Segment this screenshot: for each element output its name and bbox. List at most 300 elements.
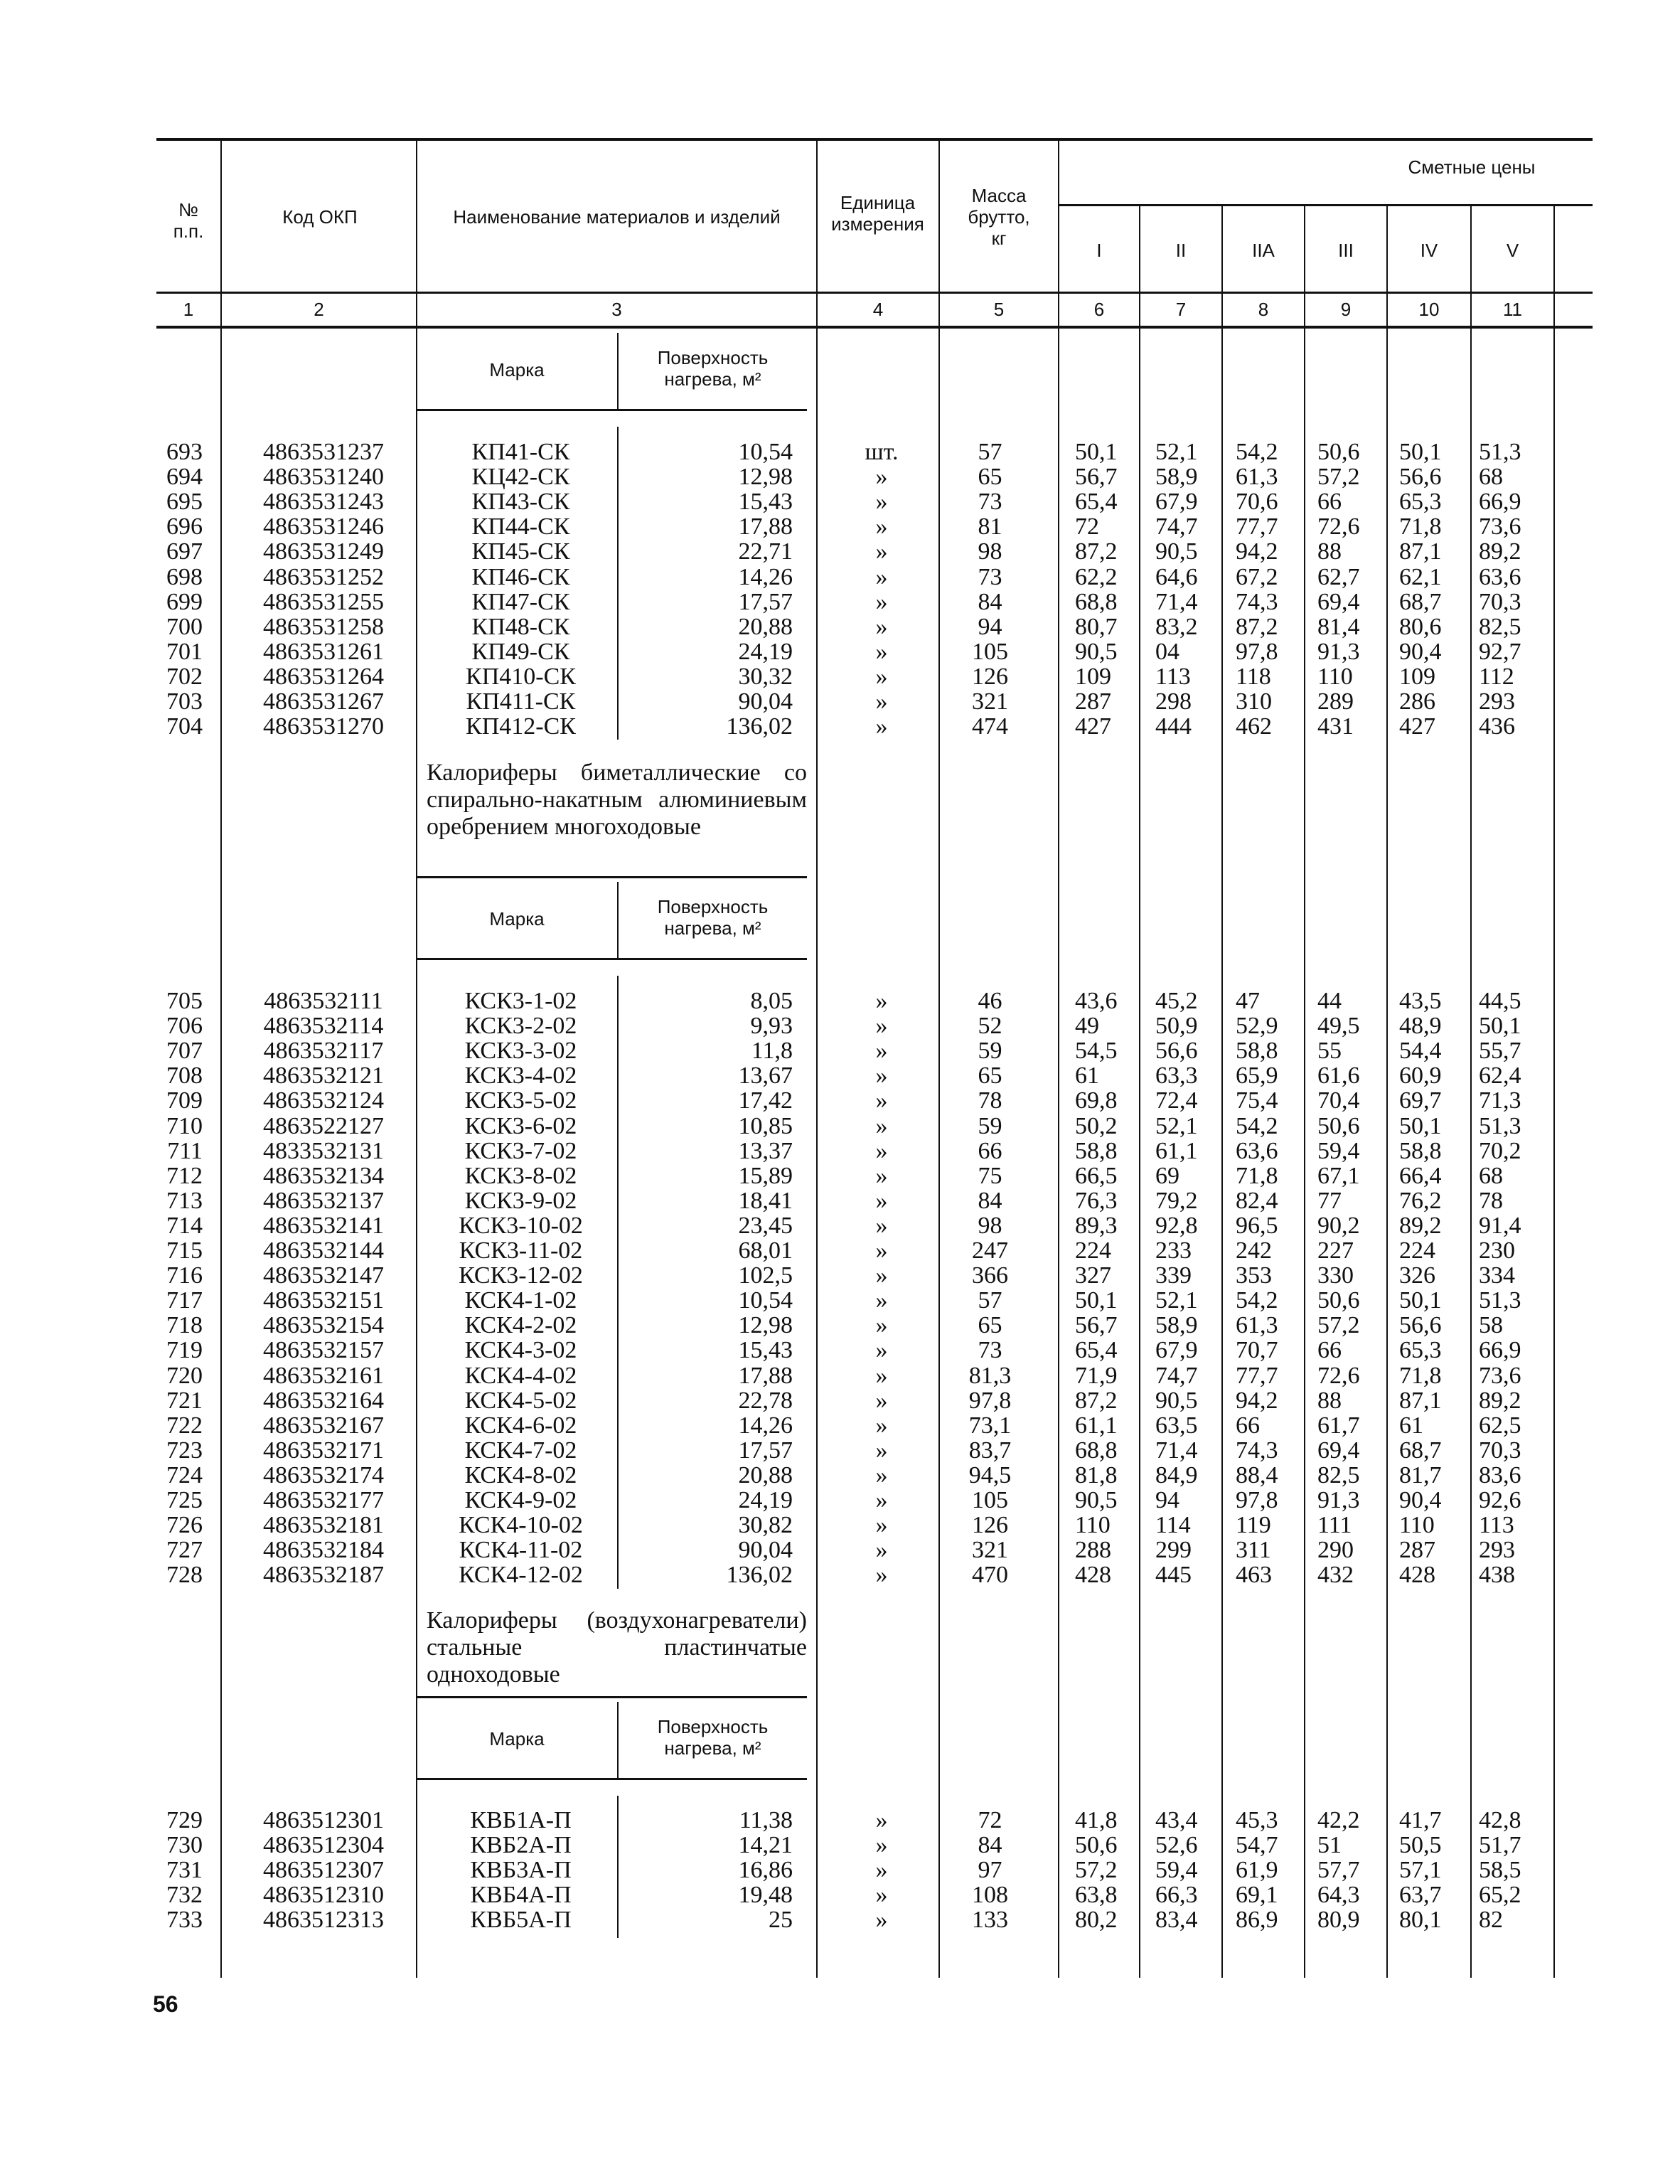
cell-unit: » [875, 588, 888, 615]
cell-price: 77,7 [1236, 513, 1278, 540]
cell-mark: КП48-СК [471, 613, 570, 640]
cell-price: 63,7 [1399, 1882, 1442, 1909]
cell-price: 54,2 [1236, 1287, 1278, 1314]
cell-mark: КСК3-11-02 [459, 1237, 583, 1264]
cell-surface: 13,37 [738, 1137, 793, 1164]
cell-price: 114 [1155, 1512, 1191, 1539]
cell-unit: » [875, 688, 888, 715]
cell-mass: 57 [978, 439, 1002, 465]
cell-price: 56,6 [1399, 464, 1442, 491]
cell-mark: КСК4-7-02 [464, 1437, 577, 1464]
cell-unit: » [875, 638, 888, 665]
cell-surface: 10,54 [738, 439, 793, 465]
cell-price: 47 [1236, 988, 1260, 1014]
cell-mark: КВБ5А-П [470, 1907, 572, 1934]
cell-price: 63,8 [1075, 1882, 1118, 1909]
cell-mark: КСК3-2-02 [464, 1013, 577, 1040]
cell-price: 62,1 [1399, 563, 1442, 590]
cell-no: 723 [166, 1437, 203, 1464]
cell-surface: 15,43 [738, 489, 793, 516]
cell-mass: 46 [978, 988, 1002, 1014]
cell-price: 72,6 [1317, 513, 1360, 540]
cell-price: 59,4 [1317, 1137, 1360, 1164]
header-mass: Масса брутто, кг [968, 185, 1030, 249]
cell-surface: 18,41 [738, 1187, 793, 1214]
cell-price: 54,2 [1236, 1112, 1278, 1139]
cell-price: 57,1 [1399, 1857, 1442, 1884]
header-prices-title: Сметные цены [1408, 156, 1536, 178]
cell-code: 4863512310 [263, 1882, 384, 1909]
cell-code: 4863532177 [263, 1487, 384, 1513]
cell-price: 43,5 [1399, 988, 1442, 1014]
cell-price: 56,6 [1399, 1312, 1442, 1339]
cell-price: 71,3 [1479, 1087, 1521, 1114]
cell-price: 83,6 [1479, 1461, 1521, 1488]
cell-unit: » [875, 1562, 888, 1589]
cell-surface: 24,19 [738, 638, 793, 665]
cell-price: 118 [1236, 663, 1271, 690]
cell-price: 109 [1075, 663, 1111, 690]
cell-price: 82,4 [1236, 1187, 1278, 1214]
cell-surface: 17,57 [738, 588, 793, 615]
cell-price: 76,2 [1399, 1187, 1442, 1214]
mark-surface-vline [617, 1796, 619, 1938]
cell-price: 334 [1479, 1262, 1515, 1289]
cell-price: 61 [1075, 1062, 1099, 1090]
cell-price: 69,8 [1075, 1087, 1118, 1114]
cell-unit: » [875, 464, 888, 491]
cell-mark: КСК3-1-02 [464, 988, 577, 1014]
cell-code: 4863532171 [263, 1437, 384, 1464]
cell-mark: КП412-СК [466, 713, 576, 740]
cell-unit: » [875, 1237, 888, 1264]
cell-surface: 90,04 [738, 688, 793, 715]
cell-price: 81,8 [1075, 1461, 1118, 1488]
cell-surface: 30,82 [738, 1512, 793, 1539]
column-number: 9 [1340, 299, 1352, 320]
zone-label: IIА [1252, 240, 1275, 261]
cell-price: 113 [1155, 663, 1191, 690]
cell-unit: » [875, 1437, 888, 1464]
cell-price: 66,3 [1155, 1882, 1198, 1909]
cell-code: 4863532164 [263, 1387, 384, 1414]
cell-mark: КП44-СК [471, 513, 570, 540]
cell-mass: 108 [972, 1882, 1008, 1909]
cell-price: 63,3 [1155, 1062, 1198, 1090]
cell-price: 90,5 [1075, 638, 1118, 665]
header-vline [1386, 206, 1388, 1978]
cell-price: 66 [1317, 1337, 1342, 1364]
cell-price: 77,7 [1236, 1362, 1278, 1389]
cell-surface: 90,04 [738, 1537, 793, 1564]
column-number: 1 [183, 299, 194, 320]
cell-unit: » [875, 613, 888, 640]
cell-price: 63,6 [1236, 1137, 1278, 1164]
section-title: Калориферы (воздухонагреватели) стальные пластинчатые одноходовые [427, 1607, 807, 1688]
cell-price: 90,5 [1075, 1487, 1118, 1513]
cell-surface: 102,5 [738, 1262, 793, 1289]
subhead-surface: Поверхность нагрева, м² [657, 896, 769, 939]
cell-mark: КП46-СК [471, 563, 570, 590]
cell-price: 58,9 [1155, 464, 1198, 491]
cell-price: 72 [1075, 513, 1099, 540]
cell-price: 463 [1236, 1562, 1272, 1589]
cell-code: 4833532131 [263, 1137, 384, 1164]
cell-no: 717 [166, 1287, 203, 1314]
cell-price: 52,1 [1155, 1287, 1198, 1314]
cell-no: 713 [166, 1187, 203, 1214]
cell-mark: КВБ2А-П [470, 1832, 572, 1859]
cell-no: 699 [166, 588, 203, 615]
cell-price: 110 [1075, 1512, 1111, 1539]
cell-price: 96,5 [1236, 1212, 1278, 1239]
cell-price: 74,7 [1155, 513, 1198, 540]
column-number: 10 [1418, 299, 1440, 320]
cell-code: 4863532141 [263, 1212, 384, 1239]
cell-price: 90,5 [1155, 1387, 1198, 1414]
cell-mass: 65 [978, 1062, 1002, 1090]
cell-mass: 78 [978, 1087, 1002, 1114]
cell-price: 90,2 [1317, 1212, 1360, 1239]
cell-price: 91,4 [1479, 1212, 1521, 1239]
cell-price: 49,5 [1317, 1013, 1360, 1040]
cell-code: 4863532157 [263, 1337, 384, 1364]
cell-unit: » [875, 1461, 888, 1488]
cell-code: 4863532161 [263, 1362, 384, 1389]
cell-price: 57,2 [1317, 1312, 1360, 1339]
cell-price: 91,3 [1317, 638, 1360, 665]
cell-price: 80,9 [1317, 1907, 1360, 1934]
subhead-mark: Марка [489, 1728, 545, 1749]
cell-price: 65,2 [1479, 1882, 1521, 1909]
cell-mass: 84 [978, 1187, 1002, 1214]
cell-price: 94,2 [1236, 1387, 1278, 1414]
cell-price: 75,4 [1236, 1087, 1278, 1114]
cell-price: 62,5 [1479, 1412, 1521, 1439]
cell-price: 81,4 [1317, 613, 1360, 640]
cell-no: 708 [166, 1062, 203, 1090]
cell-no: 719 [166, 1337, 203, 1364]
cell-mass: 72 [978, 1807, 1002, 1833]
cell-price: 109 [1399, 663, 1435, 690]
header-unit: Единица измерения [831, 192, 924, 235]
cell-mark: КСК3-5-02 [464, 1087, 577, 1114]
cell-unit: » [875, 1312, 888, 1339]
cell-unit: » [875, 538, 888, 565]
cell-price: 72,6 [1317, 1362, 1360, 1389]
zone-label: II [1175, 240, 1187, 261]
cell-mass: 73 [978, 489, 1002, 516]
cell-mass: 73 [978, 563, 1002, 590]
cell-price: 56,7 [1075, 1312, 1118, 1339]
cell-price: 290 [1317, 1537, 1354, 1564]
cell-price: 86,9 [1236, 1907, 1278, 1934]
cell-price: 54,7 [1236, 1832, 1278, 1859]
cell-mark: КСК4-9-02 [464, 1487, 577, 1513]
cell-price: 87,2 [1075, 1387, 1118, 1414]
cell-price: 436 [1479, 713, 1515, 740]
cell-mark: КП45-СК [471, 538, 570, 565]
cell-code: 4863531243 [263, 489, 384, 516]
cell-code: 4863531246 [263, 513, 384, 540]
cell-code: 4863522127 [263, 1112, 384, 1139]
cell-surface: 8,05 [750, 988, 793, 1014]
cell-price: 55 [1317, 1038, 1342, 1065]
colnum-rule [156, 326, 1593, 329]
cell-price: 80,6 [1399, 613, 1442, 640]
cell-mark: КСК4-3-02 [464, 1337, 577, 1364]
cell-mass: 73,1 [968, 1412, 1012, 1439]
cell-unit: » [875, 1287, 888, 1314]
cell-mark: КСК3-4-02 [464, 1062, 577, 1090]
column-number: 4 [872, 299, 884, 320]
cell-surface: 15,89 [738, 1162, 793, 1189]
cell-no: 728 [166, 1562, 203, 1589]
cell-mass: 73 [978, 1337, 1002, 1364]
cell-price: 61,9 [1236, 1857, 1278, 1884]
cell-price: 326 [1399, 1262, 1435, 1289]
cell-mass: 94,5 [968, 1461, 1012, 1488]
cell-price: 63,5 [1155, 1412, 1198, 1439]
cell-surface: 10,54 [738, 1287, 793, 1314]
cell-price: 83,4 [1155, 1907, 1198, 1934]
cell-code: 4863531249 [263, 538, 384, 565]
cell-price: 57,2 [1075, 1857, 1118, 1884]
cell-unit: » [875, 1062, 888, 1090]
cell-unit: » [875, 713, 888, 740]
cell-no: 702 [166, 663, 203, 690]
cell-price: 50,1 [1479, 1013, 1521, 1040]
cell-unit: » [875, 1137, 888, 1164]
cell-surface: 17,57 [738, 1437, 793, 1464]
cell-price: 310 [1236, 688, 1272, 715]
cell-price: 42,8 [1479, 1807, 1521, 1833]
cell-no: 700 [166, 613, 203, 640]
cell-mark: КСК4-10-02 [459, 1512, 583, 1539]
cell-code: 4863531270 [263, 713, 384, 740]
cell-code: 4863532187 [263, 1562, 384, 1589]
cell-no: 714 [166, 1212, 203, 1239]
cell-code: 4863532167 [263, 1412, 384, 1439]
cell-price: 88 [1317, 1387, 1342, 1414]
cell-mark: КСК4-5-02 [464, 1387, 577, 1414]
cell-mass: 321 [972, 1537, 1008, 1564]
cell-price: 61,3 [1236, 1312, 1278, 1339]
cell-code: 4863531261 [263, 638, 384, 665]
subhead-mark: Марка [489, 908, 545, 929]
cell-price: 298 [1155, 688, 1192, 715]
cell-unit: » [875, 1362, 888, 1389]
header-name: Наименование материалов и изделий [453, 206, 781, 228]
cell-price: 293 [1479, 688, 1515, 715]
cell-price: 65,3 [1399, 489, 1442, 516]
cell-price: 70,7 [1236, 1337, 1278, 1364]
cell-mark: КСК4-6-02 [464, 1412, 577, 1439]
cell-price: 61,1 [1155, 1137, 1198, 1164]
cell-surface: 10,85 [738, 1112, 793, 1139]
page-number: 56 [153, 1991, 178, 2017]
cell-price: 339 [1155, 1262, 1192, 1289]
cell-price: 311 [1236, 1537, 1271, 1564]
cell-mark: КСК3-6-02 [464, 1112, 577, 1139]
cell-price: 67,2 [1236, 563, 1278, 590]
cell-price: 50,1 [1399, 1112, 1442, 1139]
cell-price: 66,9 [1479, 489, 1521, 516]
cell-no: 703 [166, 688, 203, 715]
cell-mark: КСК3-3-02 [464, 1038, 577, 1065]
cell-code: 4863532117 [263, 1038, 384, 1065]
cell-no: 724 [166, 1461, 203, 1488]
cell-price: 57,7 [1317, 1857, 1360, 1884]
cell-mark: КСК4-8-02 [464, 1461, 577, 1488]
cell-price: 82 [1479, 1907, 1503, 1934]
cell-price: 69,7 [1399, 1087, 1442, 1114]
cell-price: 83,2 [1155, 613, 1198, 640]
cell-code: 4863531237 [263, 439, 384, 465]
cell-price: 80,2 [1075, 1907, 1118, 1934]
section-title: Калориферы биметаллические со спирально-накатным алюминиевым оребрением многоходовые [427, 760, 807, 840]
cell-price: 97,8 [1236, 1487, 1278, 1513]
cell-price: 94,2 [1236, 538, 1278, 565]
cell-price: 52,1 [1155, 439, 1198, 465]
cell-price: 58,5 [1479, 1857, 1521, 1884]
cell-mass: 65 [978, 1312, 1002, 1339]
cell-price: 41,7 [1399, 1807, 1442, 1833]
column-number: 8 [1258, 299, 1269, 320]
cell-no: 718 [166, 1312, 203, 1339]
cell-price: 60,9 [1399, 1062, 1442, 1090]
cell-surface: 20,88 [738, 1461, 793, 1488]
column-number: 5 [993, 299, 1005, 320]
cell-price: 54,2 [1236, 439, 1278, 465]
cell-price: 70,3 [1479, 588, 1521, 615]
cell-surface: 68,01 [738, 1237, 793, 1264]
cell-mass: 98 [978, 1212, 1002, 1239]
cell-price: 50,1 [1075, 1287, 1118, 1314]
cell-price: 76,3 [1075, 1187, 1118, 1214]
cell-unit: » [875, 1212, 888, 1239]
cell-unit: » [875, 1537, 888, 1564]
cell-mass: 474 [972, 713, 1008, 740]
section-rule [417, 1696, 807, 1698]
cell-price: 54,5 [1075, 1038, 1118, 1065]
header-vline [1553, 206, 1555, 1978]
cell-unit: » [875, 513, 888, 540]
cell-price: 67,9 [1155, 489, 1198, 516]
cell-no: 694 [166, 464, 203, 491]
header-vline [1304, 206, 1305, 1978]
cell-code: 4863532184 [263, 1537, 384, 1564]
cell-price: 89,2 [1399, 1212, 1442, 1239]
cell-surface: 11,8 [751, 1038, 793, 1065]
cell-price: 88,4 [1236, 1461, 1278, 1488]
cell-price: 97,8 [1236, 638, 1278, 665]
cell-price: 71,9 [1075, 1362, 1118, 1389]
cell-mass: 98 [978, 538, 1002, 565]
cell-mark: КСК4-12-02 [459, 1562, 583, 1589]
cell-price: 428 [1399, 1562, 1435, 1589]
cell-no: 697 [166, 538, 203, 565]
cell-no: 707 [166, 1038, 203, 1065]
cell-mark: КСК3-12-02 [459, 1262, 583, 1289]
cell-unit: » [875, 1013, 888, 1040]
cell-code: 4863532151 [263, 1287, 384, 1314]
cell-code: 4863532121 [263, 1062, 384, 1090]
cell-mass: 97 [978, 1857, 1002, 1884]
cell-price: 65,4 [1075, 489, 1118, 516]
cell-surface: 30,32 [738, 663, 793, 690]
cell-no: 731 [166, 1857, 203, 1884]
cell-surface: 17,88 [738, 513, 793, 540]
cell-code: 4863512301 [263, 1807, 384, 1833]
cell-no: 721 [166, 1387, 203, 1414]
cell-price: 66 [1317, 489, 1342, 516]
cell-price: 77 [1317, 1187, 1342, 1214]
cell-no: 696 [166, 513, 203, 540]
cell-no: 727 [166, 1537, 203, 1564]
cell-price: 04 [1155, 638, 1179, 665]
cell-code: 4863532144 [263, 1237, 384, 1264]
cell-mark: КВБ1А-П [470, 1807, 572, 1833]
cell-surface: 23,45 [738, 1212, 793, 1239]
cell-price: 70,3 [1479, 1437, 1521, 1464]
cell-price: 65,4 [1075, 1337, 1118, 1364]
cell-price: 63,6 [1479, 563, 1521, 590]
cell-code: 4863531258 [263, 613, 384, 640]
cell-unit: » [875, 1807, 888, 1833]
cell-no: 725 [166, 1487, 203, 1513]
cell-no: 695 [166, 489, 203, 516]
cell-surface: 14,26 [738, 563, 793, 590]
cell-price: 289 [1317, 688, 1354, 715]
cell-price: 82,5 [1479, 613, 1521, 640]
cell-mass: 81 [978, 513, 1002, 540]
cell-price: 52,1 [1155, 1112, 1198, 1139]
cell-mark: КП47-СК [471, 588, 570, 615]
cell-price: 444 [1155, 713, 1192, 740]
cell-price: 54,4 [1399, 1038, 1442, 1065]
cell-price: 71,8 [1399, 1362, 1442, 1389]
cell-price: 58,9 [1155, 1312, 1198, 1339]
cell-price: 87,2 [1075, 538, 1118, 565]
cell-price: 462 [1236, 713, 1272, 740]
cell-no: 712 [166, 1162, 203, 1189]
cell-mass: 57 [978, 1287, 1002, 1314]
cell-price: 62,7 [1317, 563, 1360, 590]
cell-price: 50,1 [1399, 439, 1442, 465]
cell-mass: 133 [972, 1907, 1008, 1934]
cell-price: 70,4 [1317, 1087, 1360, 1114]
cell-surface: 22,71 [738, 538, 793, 565]
zone-label: III [1338, 240, 1354, 261]
cell-unit: » [875, 1038, 888, 1065]
cell-price: 71,4 [1155, 588, 1198, 615]
cell-price: 330 [1317, 1262, 1354, 1289]
cell-unit: » [875, 1262, 888, 1289]
cell-code: 4863531264 [263, 663, 384, 690]
cell-no: 709 [166, 1087, 203, 1114]
cell-price: 57,2 [1317, 464, 1360, 491]
cell-no: 706 [166, 1013, 203, 1040]
cell-mass: 105 [972, 1487, 1008, 1513]
cell-price: 67,9 [1155, 1337, 1198, 1364]
cell-price: 44,5 [1479, 988, 1521, 1014]
cell-price: 50,6 [1317, 439, 1360, 465]
cell-price: 242 [1236, 1237, 1272, 1264]
cell-price: 70,2 [1479, 1137, 1521, 1164]
cell-price: 230 [1479, 1237, 1515, 1264]
cell-mark: КСК3-9-02 [464, 1187, 577, 1214]
